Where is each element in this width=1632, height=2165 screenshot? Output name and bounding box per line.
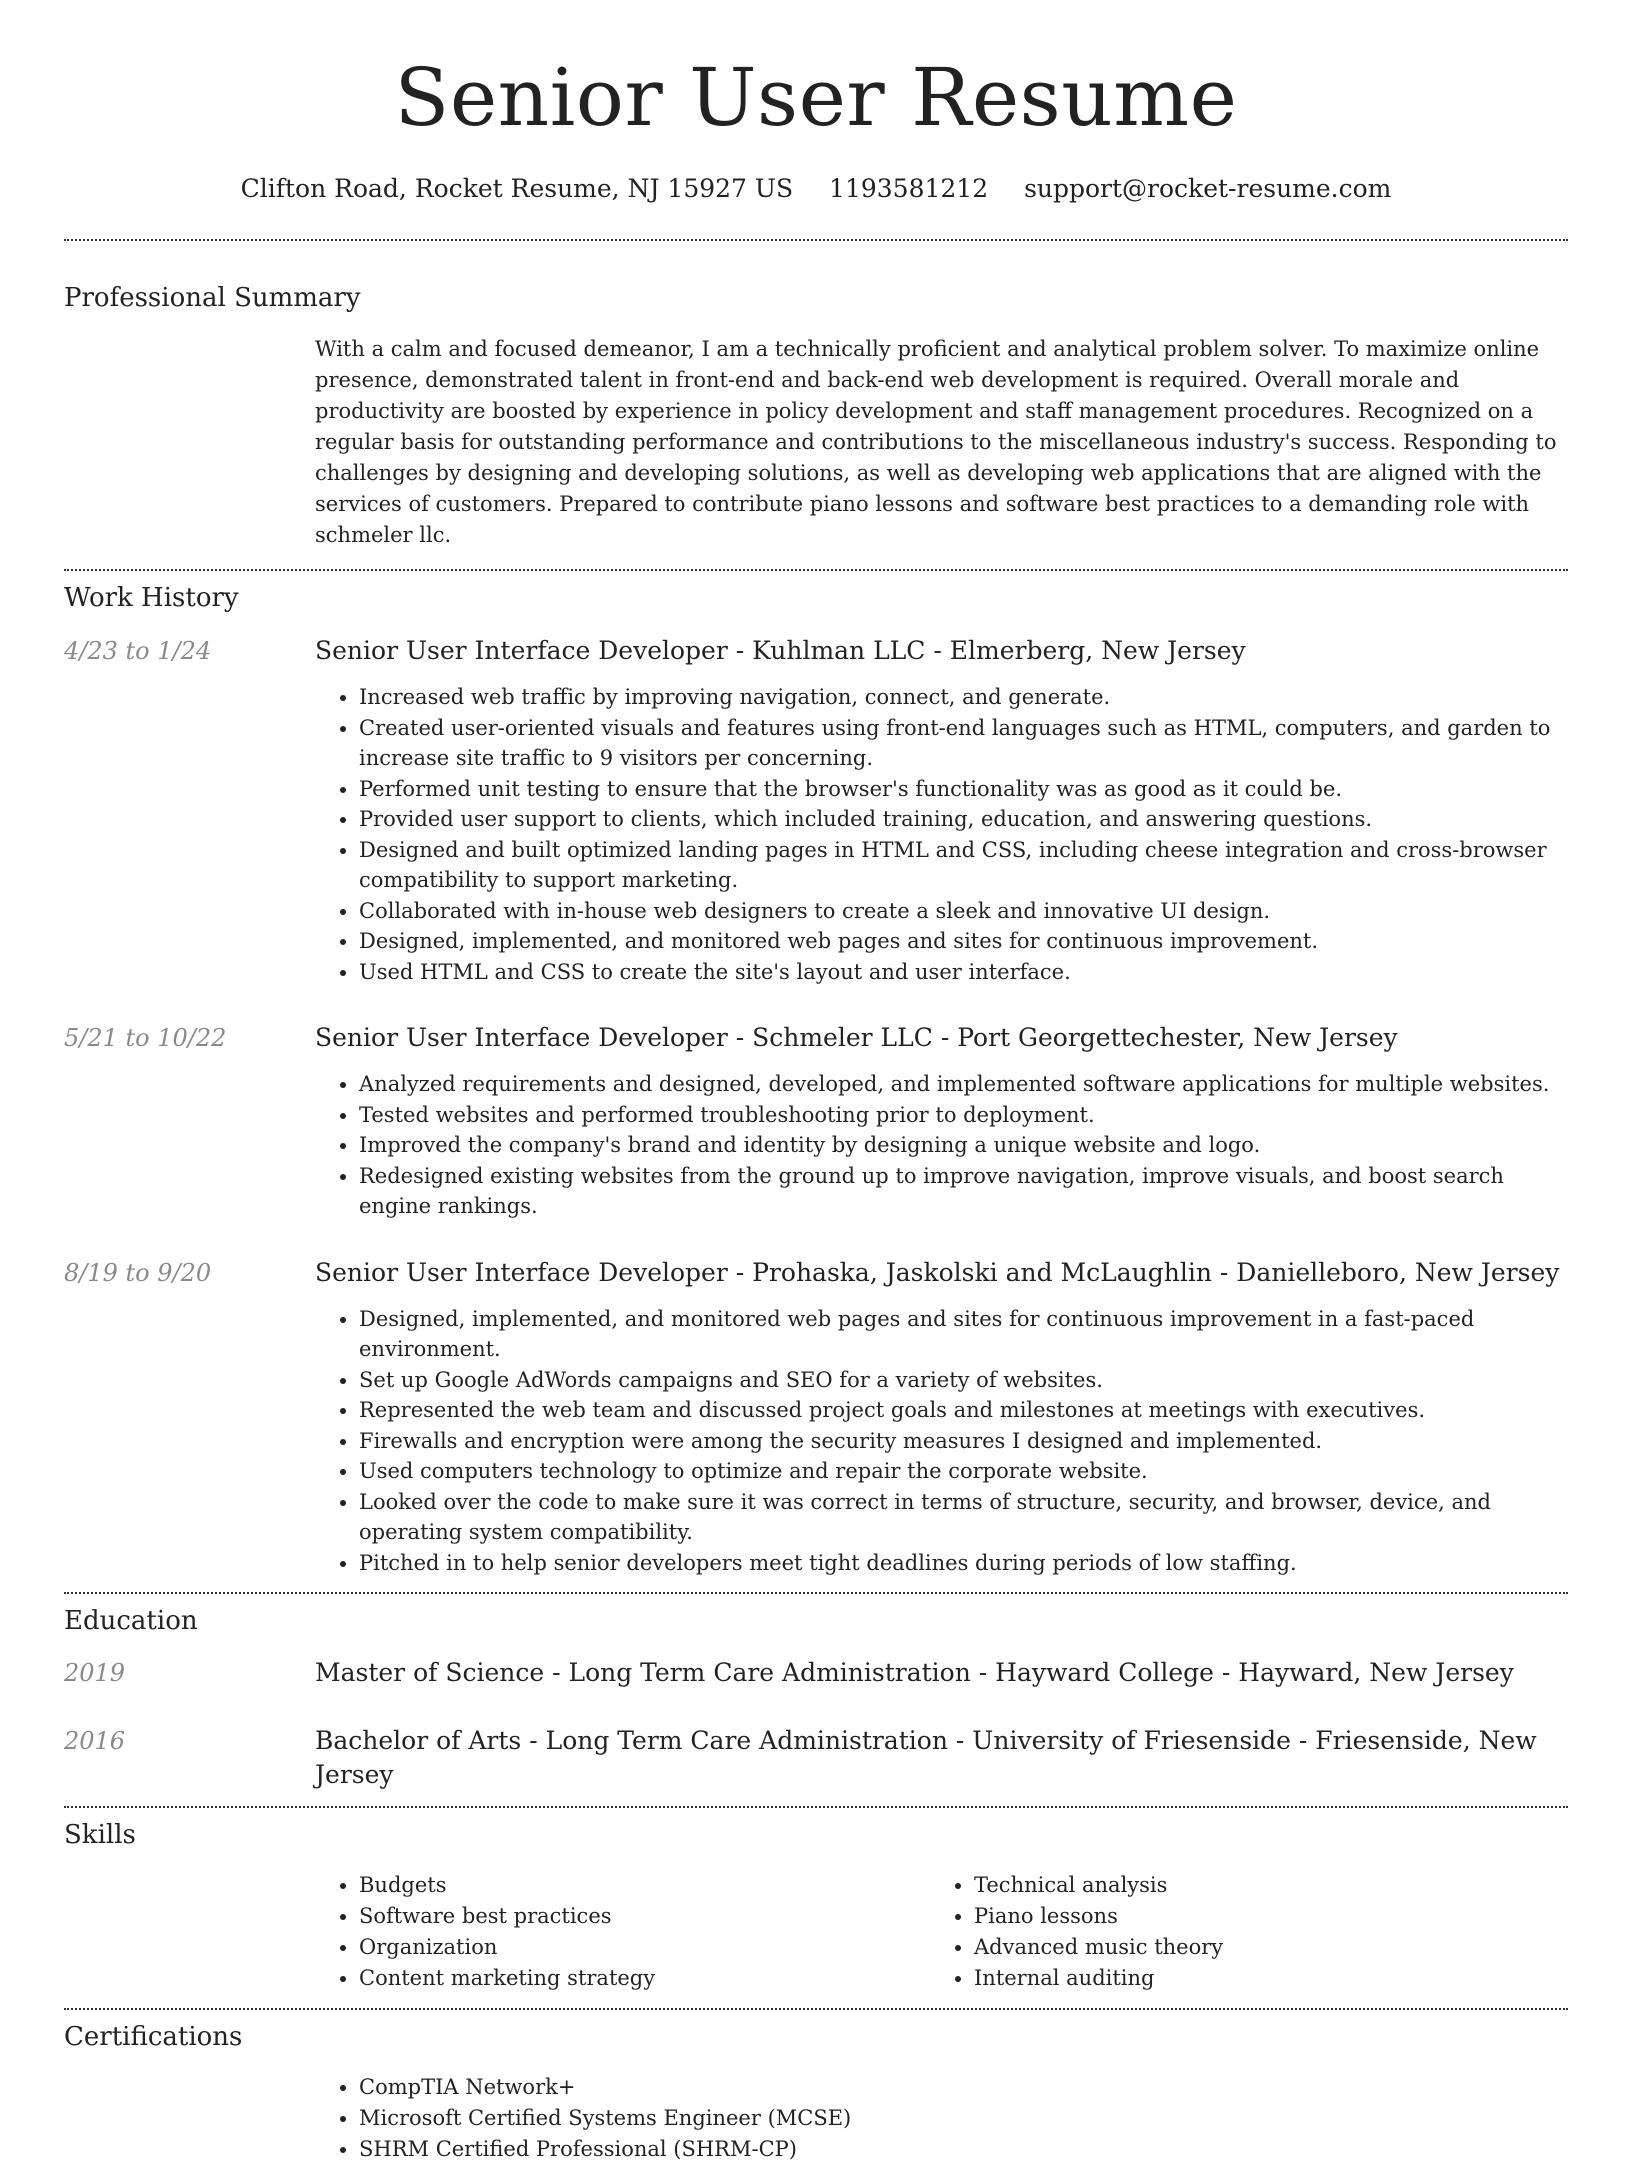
skill-item: • Organization: [359, 1932, 930, 1963]
summary-section-title: Professional Summary: [64, 283, 361, 313]
job-bullet: • Provided user support to clients, which included training, education, and answering questions.: [359, 804, 1568, 835]
job-bullet: • Designed, implemented, and monitored web pages and sites for continuous improvement in a fast-paced environment.: [359, 1304, 1568, 1365]
skill-item: • Internal auditing: [974, 1963, 1545, 1994]
job-bullet: • Pitched in to help senior developers meet tight deadlines during periods of low staffing.: [359, 1548, 1568, 1579]
resume-page: [64, 0, 1568, 2161]
job-title: Senior User Interface Developer - Prohaska, Jaskolski and McLaughlin - Danielleboro, New Jersey: [315, 1257, 1560, 1287]
job-bullet: • Tested websites and performed troubleshooting prior to deployment.: [359, 1100, 1568, 1131]
job-title: Senior User Interface Developer - Kuhlman LLC - Elmerberg, New Jersey: [315, 636, 1246, 665]
job-bullet: • Firewalls and encryption were among the security measures I designed and implemented.: [359, 1426, 1568, 1457]
job-bullet: • Performed unit testing to ensure that the browser's functionality was as good as it could be.: [359, 774, 1568, 805]
education-year: 2019: [64, 1659, 126, 1687]
skill-item: • Budgets: [359, 1870, 930, 1901]
education-year: 2016: [64, 1727, 126, 1755]
skill-item: • Content marketing strategy: [359, 1963, 930, 1994]
section-divider: [64, 239, 1568, 241]
job-title: Senior User Interface Developer - Schmeler LLC - Port Georgettechester, New Jersey: [315, 1023, 1398, 1052]
job-entry: [64, 1256, 1568, 1579]
contact-phone: 1193581212: [829, 174, 989, 203]
job-bullets: [315, 682, 1568, 987]
skill-item: • Technical analysis: [974, 1870, 1545, 1901]
contact-email: support@rocket-resume.com: [1024, 174, 1392, 203]
skills-column-left: [315, 1870, 930, 1994]
job-bullet: • Analyzed requirements and designed, developed, and implemented software applications for multiple websites.: [359, 1069, 1568, 1100]
job-bullet: • Collaborated with in-house web designers to create a sleek and innovative UI design.: [359, 896, 1568, 927]
section-divider: [64, 1592, 1568, 1594]
skills-list: [315, 1870, 1568, 1994]
education-section-title: Education: [64, 1606, 198, 1636]
job-dates: 5/21 to 10/22: [64, 1024, 227, 1052]
skill-item: • Advanced music theory: [974, 1932, 1545, 1963]
skills-column-right: [930, 1870, 1545, 1994]
job-bullet: • Increased web traffic by improving navigation, connect, and generate.: [359, 682, 1568, 713]
skill-item: • Software best practices: [359, 1901, 930, 1932]
job-bullet: • Created user-oriented visuals and features using front-end languages such as HTML, computers, and garden to increase site traffic to 9 visitors per concerning.: [359, 713, 1568, 774]
work-section-title: Work History: [64, 583, 239, 613]
skills-section-title: Skills: [64, 1820, 136, 1850]
job-bullet: • Improved the company's brand and identity by designing a unique website and logo.: [359, 1130, 1568, 1161]
section-divider: [64, 569, 1568, 571]
job-bullets: [315, 1304, 1568, 1579]
job-bullet: • Set up Google AdWords campaigns and SEO for a variety of websites.: [359, 1365, 1568, 1396]
job-bullet: • Represented the web team and discussed project goals and milestones at meetings with executives.: [359, 1395, 1568, 1426]
education-entry: [64, 1656, 1568, 1690]
job-bullet: • Redesigned existing websites from the ground up to improve navigation, improve visuals, and boost search engine rankings.: [359, 1161, 1568, 1222]
section-divider: [64, 1806, 1568, 1808]
job-bullet: • Used HTML and CSS to create the site's layout and user interface.: [359, 957, 1568, 988]
certifications-list: [315, 2072, 1568, 2165]
job-dates: 8/19 to 9/20: [64, 1258, 212, 1287]
job-dates: 4/23 to 1/24: [64, 637, 212, 665]
job-bullet: • Looked over the code to make sure it was correct in terms of structure, security, and browser, device, and operating system compatibility.: [359, 1487, 1568, 1548]
certifications-section-title: Certifications: [64, 2022, 243, 2052]
job-details: [315, 634, 1568, 987]
education-title: Bachelor of Arts - Long Term Care Administration - University of Friesenside - Friesenside, New Jersey: [315, 1726, 1537, 1789]
contact-line: [64, 174, 1568, 204]
education-title: Master of Science - Long Term Care Administration - Hayward College - Hayward, New Jersey: [315, 1658, 1514, 1687]
section-divider: [64, 2008, 1568, 2010]
job-bullet: • Designed and built optimized landing pages in HTML and CSS, including cheese integration and cross-browser compatibility to support marketing.: [359, 835, 1568, 896]
job-details: [315, 1256, 1568, 1579]
job-bullet: • Designed, implemented, and monitored web pages and sites for continuous improvement.: [359, 926, 1568, 957]
summary-text: With a calm and focused demeanor, I am a technically proficient and analytical problem solver. To maximize online presence, demonstrated talent in front-end and back-end web development is required. Overall morale and productivity are boosted by experience in policy development and staff management procedures. Recognized on a regular basis for outstanding performance and contributions to the miscellaneous industry's success. Responding to challenges by designing and developing solutions, as well as developing web applications that are aligned with the services of customers. Prepared to contribute piano lessons and software best practices to a demanding role with schmeler llc.: [315, 337, 1557, 547]
resume-name: Senior User Resume: [394, 51, 1238, 144]
certifications-bullets: [315, 2072, 1568, 2165]
education-entry: [64, 1724, 1568, 1792]
certification-item: • SHRM Certified Professional (SHRM-CP): [359, 2134, 1568, 2165]
skill-item: • Piano lessons: [974, 1901, 1545, 1932]
certification-item: • Microsoft Certified Systems Engineer (MCSE): [359, 2103, 1568, 2134]
job-bullet: • Used computers technology to optimize and repair the corporate website.: [359, 1456, 1568, 1487]
job-entry: [64, 634, 1568, 987]
job-bullets: [315, 1069, 1568, 1222]
job-details: [315, 1021, 1568, 1222]
contact-address: Clifton Road, Rocket Resume, NJ 15927 US: [240, 174, 794, 203]
certification-item: • CompTIA Network+: [359, 2072, 1568, 2103]
job-entry: [64, 1021, 1568, 1222]
